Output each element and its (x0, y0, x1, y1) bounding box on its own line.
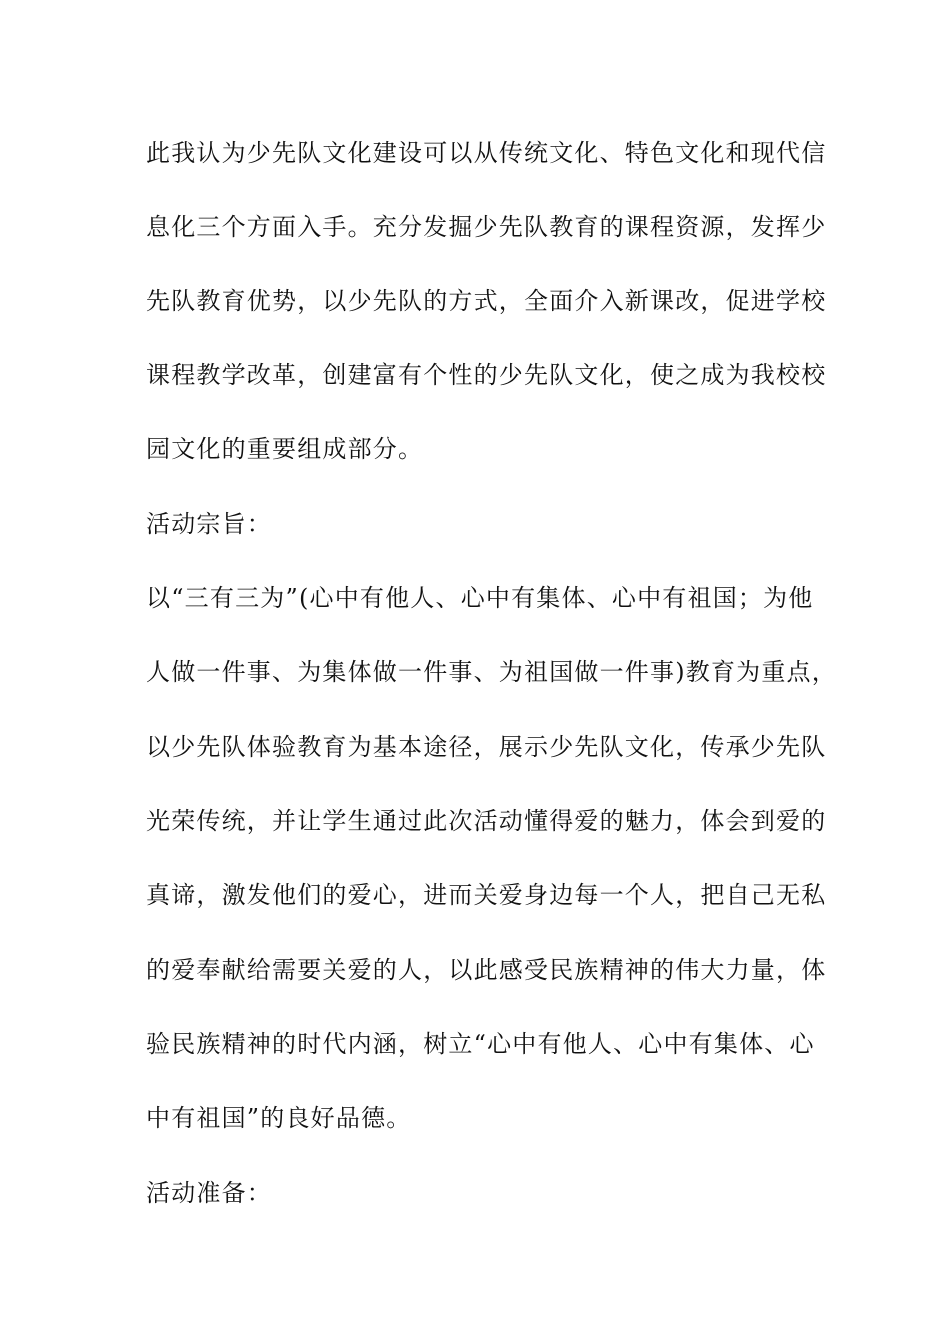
paragraph-line: 此我认为少先队文化建设可以从传统文化、特色文化和现代信 (146, 139, 827, 167)
paragraph-line: 光荣传统，并让学生通过此次活动懂得爱的魅力，体会到爱的 (146, 807, 827, 835)
paragraph-line: 息化三个方面入手。充分发掘少先队教育的课程资源，发挥少 (146, 213, 827, 241)
section-heading: 活动宗旨： (146, 510, 272, 538)
paragraph-line: 园文化的重要组成部分。 (146, 435, 424, 463)
paragraph-line: 真谛，激发他们的爱心，进而关爱身边每一个人，把自己无私 (146, 881, 827, 909)
paragraph-line: 中有祖国”的良好品德。 (146, 1104, 412, 1132)
paragraph-line: 人做一件事、为集体做一件事、为祖国做一件事)教育为重点， (146, 658, 837, 686)
paragraph-line: 以“三有三为”(心中有他人、心中有集体、心中有祖国；为他 (146, 584, 814, 612)
section-heading: 活动准备： (146, 1179, 272, 1207)
paragraph-line: 先队教育优势，以少先队的方式，全面介入新课改，促进学校 (146, 287, 827, 315)
paragraph-line: 的爱奉献给需要关爱的人，以此感受民族精神的伟大力量，体 (146, 956, 827, 984)
paragraph-line: 验民族精神的时代内涵，树立“心中有他人、心中有集体、心 (146, 1030, 815, 1058)
paragraph-line: 以少先队体验教育为基本途径，展示少先队文化，传承少先队 (146, 733, 827, 761)
paragraph-line: 课程教学改革，创建富有个性的少先队文化，使之成为我校校 (146, 361, 827, 389)
